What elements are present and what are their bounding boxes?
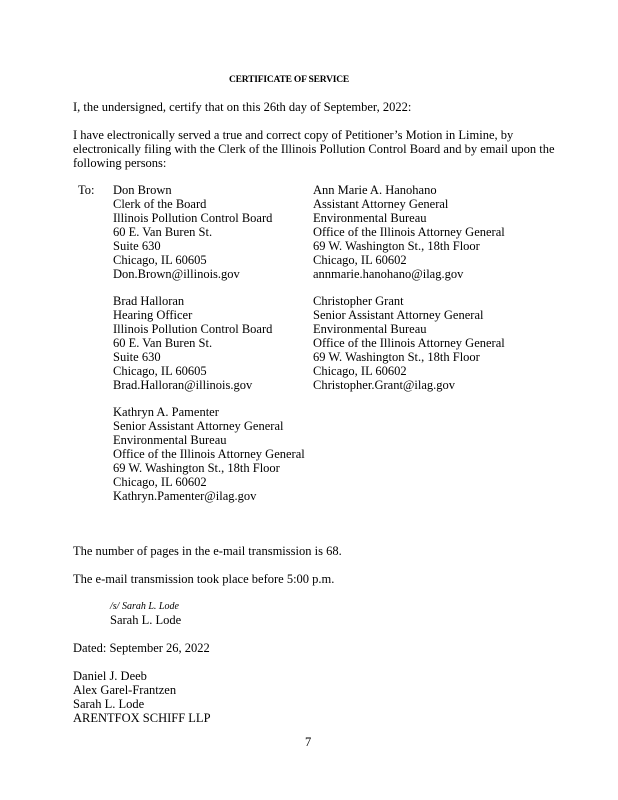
- intro-line: following persons:: [73, 156, 167, 170]
- electronic-signature: /s/ Sarah L. Lode: [110, 601, 179, 612]
- recipient-block: [313, 183, 505, 281]
- recipient-line: Kathryn A. Pamenter: [113, 405, 219, 419]
- recipient-email: Don.Brown@illinois.gov: [113, 267, 240, 281]
- certify-line: I, the undersigned, certify that on this 26th day of September, 2022:: [73, 100, 412, 114]
- recipient-line: Illinois Pollution Control Board: [113, 211, 273, 225]
- recipient-line: Environmental Bureau: [313, 322, 427, 336]
- pages-count-line: The number of pages in the e-mail transmission is 68.: [73, 544, 342, 558]
- recipient-block: [113, 294, 272, 392]
- dated-line: Dated: September 26, 2022: [73, 641, 210, 655]
- page-number: 7: [305, 735, 312, 749]
- recipient-line: Clerk of the Board: [113, 197, 207, 211]
- attorney-block: [73, 669, 211, 725]
- intro-paragraph: [73, 128, 555, 170]
- recipient-email: Kathryn.Pamenter@ilag.gov: [113, 489, 257, 503]
- recipient-line: Don Brown: [113, 183, 172, 197]
- recipient-line: 69 W. Washington St., 18th Floor: [313, 239, 480, 253]
- recipient-line: Chicago, IL 60605: [113, 253, 207, 267]
- recipient-line: Suite 630: [113, 350, 161, 364]
- attorney-name: Alex Garel-Frantzen: [73, 683, 177, 697]
- recipient-line: Suite 630: [113, 239, 161, 253]
- recipient-line: Office of the Illinois Attorney General: [313, 225, 505, 239]
- firm-name: ARENTFOX SCHIFF LLP: [73, 711, 211, 725]
- attorney-name: Daniel J. Deeb: [73, 669, 147, 683]
- intro-line: electronically filing with the Clerk of the Illinois Pollution Control Board and by email upon the: [73, 142, 555, 156]
- recipient-line: Illinois Pollution Control Board: [113, 322, 273, 336]
- recipient-line: Brad Halloran: [113, 294, 185, 308]
- recipient-line: Senior Assistant Attorney General: [313, 308, 484, 322]
- recipient-line: Ann Marie A. Hanohano: [313, 183, 437, 197]
- recipient-line: Hearing Officer: [113, 308, 193, 322]
- recipient-email: Brad.Halloran@illinois.gov: [113, 378, 253, 392]
- recipient-block: [113, 405, 305, 503]
- recipient-line: 60 E. Van Buren St.: [113, 336, 213, 350]
- signature-name: Sarah L. Lode: [110, 613, 182, 627]
- recipient-line: Chicago, IL 60605: [113, 364, 207, 378]
- recipient-line: Environmental Bureau: [313, 211, 427, 225]
- recipient-line: Chicago, IL 60602: [113, 475, 207, 489]
- recipient-line: Environmental Bureau: [113, 433, 227, 447]
- attorney-name: Sarah L. Lode: [73, 697, 145, 711]
- intro-line: I have electronically served a true and correct copy of Petitioner’s Motion in Limine, by: [73, 128, 514, 142]
- recipient-line: Office of the Illinois Attorney General: [113, 447, 305, 461]
- recipient-email: Christopher.Grant@ilag.gov: [313, 378, 456, 392]
- recipient-line: 69 W. Washington St., 18th Floor: [313, 350, 480, 364]
- recipient-block: [113, 183, 272, 281]
- recipient-line: Christopher Grant: [313, 294, 404, 308]
- recipient-line: Senior Assistant Attorney General: [113, 419, 284, 433]
- to-label: To:: [78, 183, 95, 197]
- recipient-line: Office of the Illinois Attorney General: [313, 336, 505, 350]
- recipient-block: [313, 294, 505, 392]
- recipient-line: Chicago, IL 60602: [313, 253, 407, 267]
- recipient-line: Assistant Attorney General: [313, 197, 449, 211]
- recipient-email: annmarie.hanohano@ilag.gov: [313, 267, 464, 281]
- transmission-time-line: The e-mail transmission took place before 5:00 p.m.: [73, 572, 335, 586]
- recipient-line: 69 W. Washington St., 18th Floor: [113, 461, 280, 475]
- recipient-line: Chicago, IL 60602: [313, 364, 407, 378]
- recipient-line: 60 E. Van Buren St.: [113, 225, 213, 239]
- document-title: CERTIFICATE OF SERVICE: [229, 75, 350, 85]
